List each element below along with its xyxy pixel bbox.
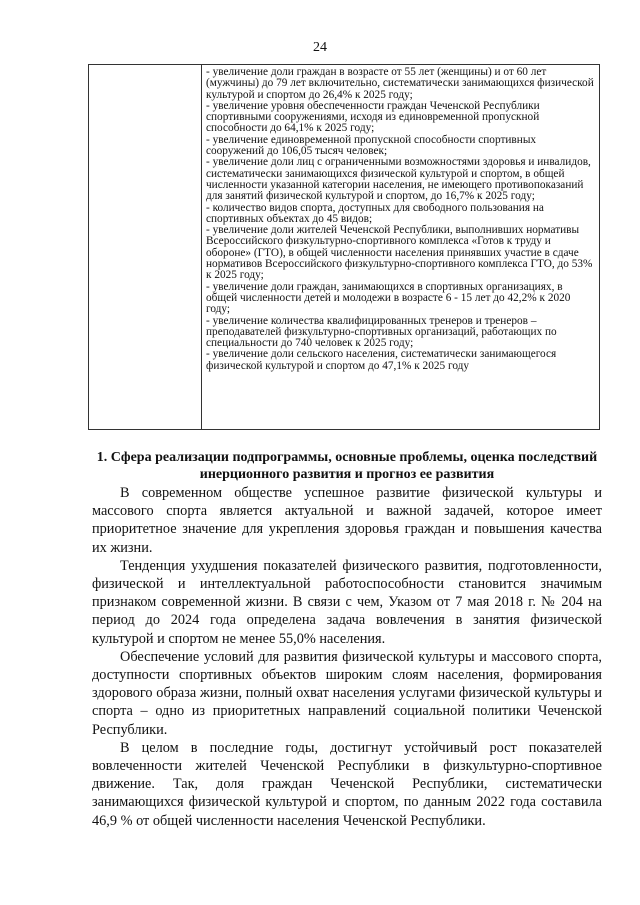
list-item: - увеличение доли граждан в возрасте от 55 лет (женщины) и от 60 лет (мужчины) до 79 лет включительно, систематически занимающихся физической культурой и спортом до 26,4% к 2025 году; (206, 66, 594, 101)
list-item: - увеличение доли граждан, занимающихся в спортивных организациях, в общей численности детей и молодежи в возрасте 6 - 15 лет до 42,2% к 2020 году; (206, 280, 571, 316)
list-item: - увеличение количества квалифицированных тренеров и тренеров – преподавателей физкультурно-спортивных организаций, работающих по специальности до 740 человек к 2025 году; (206, 314, 557, 350)
paragraph: Обеспечение условий для развития физической культуры и массового спорта, доступности спортивных объектов широким слоям населения, формирования здорового образа жизни, полный охват населения услугами физической культуры и спорта – одно из приоритетных направлений социальной политики Чеченской Республики. (92, 648, 602, 738)
indicators-cell (202, 65, 600, 430)
list-item: - увеличение доли жителей Чеченской Республики, выполнивших нормативы Всероссийского физкультурно-спортивного комплекса «Готов к труду и обороне» (ГТО), в общей численности населения принявших участие в сдаче нормативов Всероссийского физкультурно-спортивного комплекса ГТО, до 53% к 2025 году; (206, 224, 593, 282)
empty-cell (89, 65, 202, 430)
indicators-list (202, 65, 599, 372)
list-item: - увеличение единовременной пропускной способности спортивных сооружений до 106,05 тысяч человек; (206, 133, 537, 158)
indicators-table (88, 64, 600, 430)
section-heading: 1. Сфера реализации подпрограммы, основные проблемы, оценка последствий инерционного развития и прогноз ее развития (96, 450, 598, 482)
list-item: - количество видов спорта, доступных для свободного пользования на спортивных объектах до 45 видов; (206, 201, 544, 225)
paragraph: В целом в последние годы, достигнут устойчивый рост показателей вовлеченности жителей Чеченской Республики в физкультурно-спортивное движение. Так, доля граждан Чеченской Республики, систематически занимающихся физической культурой и спортом, по данным 2022 года составила 46,9 % от общей численности населения Чеченской Республики. (92, 739, 602, 829)
page-number: 24 (313, 40, 327, 55)
list-item: - увеличение доли сельского населения, систематически занимающегося физической культурой и спортом до 47,1% к 2025 году (206, 348, 557, 372)
list-item: - увеличение доли лиц с ограниченными возможностями здоровья и инвалидов, систематически занимающихся физической культурой и спортом, в общей численности указанной категории населения, не имеющего противопоказаний для занятий физической культурой и спортом, до 16,7% к 2025 году; (206, 156, 591, 203)
list-item: - увеличение уровня обеспеченности граждан Чеченской Республики спортивными сооружениями, исходя из единовременной пропускной способности до 64,1% к 2025 году; (206, 99, 540, 135)
section-body (92, 484, 602, 830)
table-row (89, 65, 600, 430)
paragraph: Тенденция ухудшения показателей физического развития, подготовленности, физической и интеллектуальной работоспособности становится значимым признаком современной жизни. В связи с чем, Указом от 7 мая 2018 г. № 204 на период до 2024 года определена задача вовлечения в занятия физической культурой и спортом не менее 55,0% населения. (92, 557, 602, 647)
paragraph: В современном обществе успешное развитие физической культуры и массового спорта является актуальной и важной задачей, которое имеет приоритетное значение для укрепления здоровья граждан и повышения качества их жизни. (92, 485, 602, 556)
